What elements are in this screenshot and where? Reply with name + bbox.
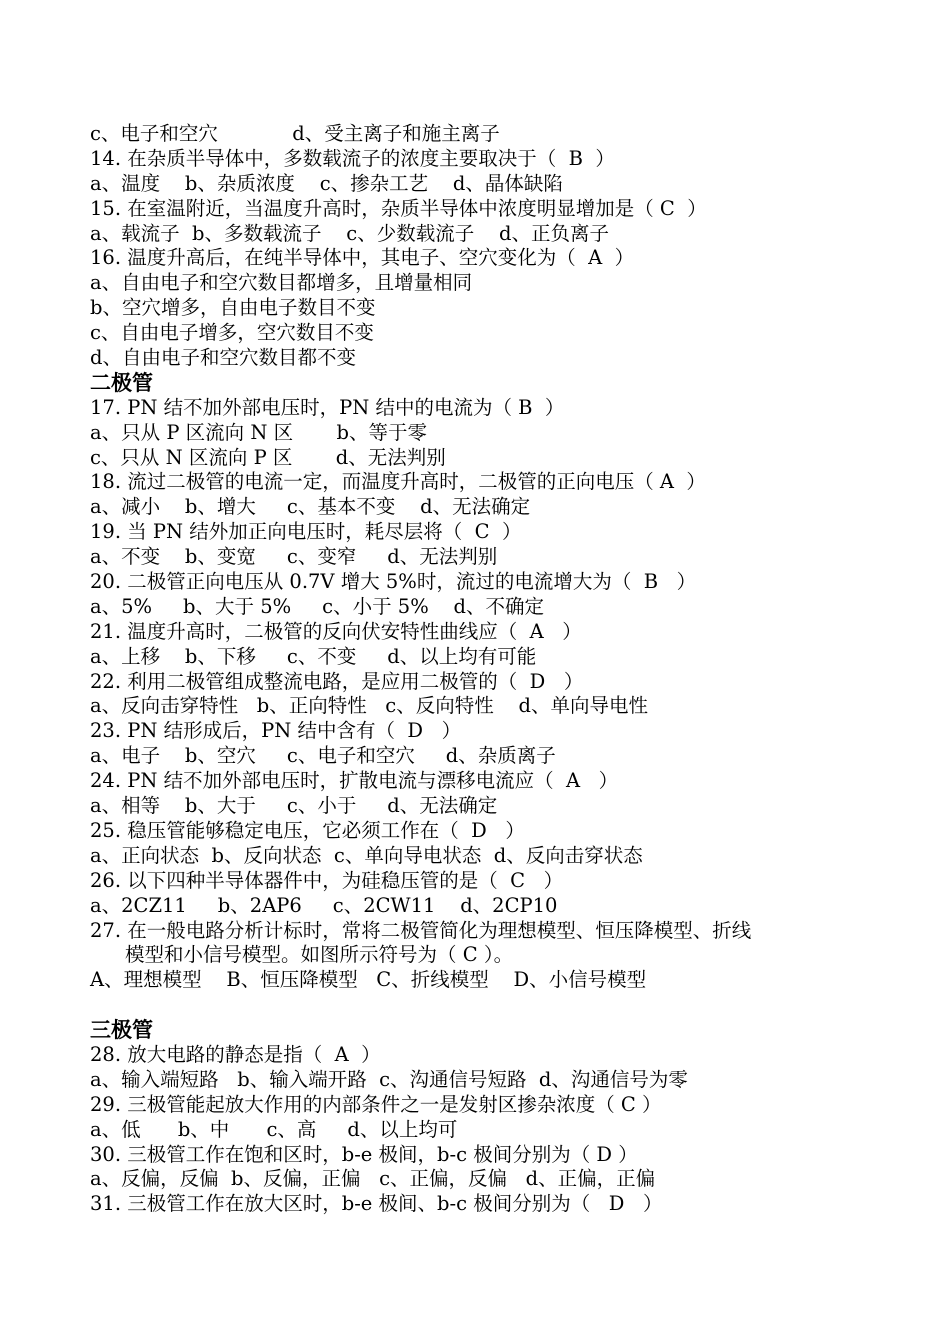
section-heading-transistor: 三极管: [90, 1018, 153, 1043]
options-15: a、载流子 b、多数载流子 c、少数载流子 d、正负离子: [90, 221, 609, 245]
question-21: 21. 温度升高时，二极管的反向伏安特性曲线应（ A ）: [90, 619, 582, 643]
question-30: 30. 三极管工作在饱和区时，b-e 极间，b-c 极间分别为（ D ）: [90, 1142, 638, 1166]
options-26: a、2CZ11 b、2AP6 c、2CW11 d、2CP10: [90, 893, 558, 917]
options-29: a、低 b、中 c、高 d、以上均可: [90, 1117, 458, 1141]
option-16-d: d、自由电子和空穴数目都不变: [90, 346, 356, 370]
options-28: a、输入端短路 b、输入端开路 c、沟通信号短路 d、沟通信号为零: [90, 1067, 688, 1091]
document-page: [90, 122, 890, 1217]
option-16-b: b、空穴增多，自由电子数目不变: [90, 296, 376, 320]
question-20: 20. 二极管正向电压从 0.7V 增大 5%时，流过的电流增大为（ B ）: [90, 570, 697, 594]
question-16: 16. 温度升高后，在纯半导体中，其电子、空穴变化为（ A ）: [90, 246, 635, 270]
options-17-cd: c、只从 N 区流向 P 区 d、无法判别: [90, 445, 446, 469]
question-18: 18. 流过二极管的电流一定，而温度升高时，二极管的正向电压（ A ）: [90, 470, 706, 494]
question-24: 24. PN 结不加外部电压时，扩散电流与漂移电流应（ A ）: [90, 769, 619, 793]
question-31: 31. 三极管工作在放大区时，b-e 极间、b-c 极间分别为（ D ）: [90, 1192, 663, 1216]
question-29: 29. 三极管能起放大作用的内部条件之一是发射区掺杂浓度（ C ）: [90, 1092, 662, 1116]
question-17: 17. PN 结不加外部电压时，PN 结中的电流为（ B ）: [90, 395, 565, 419]
blank-line: [90, 993, 890, 1018]
options-22: a、反向击穿特性 b、正向特性 c、反向特性 d、单向导电性: [90, 694, 648, 718]
question-27: 27. 在一般电路分析计标时，常将二极管简化为理想模型、恒压降模型、折线: [90, 918, 752, 942]
question-27-continued: 模型和小信号模型。如图所示符号为（ C ）。: [125, 943, 514, 967]
options-14: a、温度 b、杂质浓度 c、掺杂工艺 d、晶体缺陷: [90, 171, 563, 195]
options-27: A、理想模型 B、恒压降模型 C、折线模型 D、小信号模型: [90, 968, 647, 992]
options-18: a、减小 b、增大 c、基本不变 d、无法确定: [90, 495, 531, 519]
question-15: 15. 在室温附近，当温度升高时，杂质半导体中浓度明显增加是（ C ）: [90, 196, 707, 220]
options-25: a、正向状态 b、反向状态 c、单向导电状态 d、反向击穿状态: [90, 843, 643, 867]
options-23: a、电子 b、空穴 c、电子和空穴 d、杂质离子: [90, 744, 556, 768]
options-21: a、上移 b、下移 c、不变 d、以上均有可能: [90, 644, 537, 668]
question-14: 14. 在杂质半导体中，多数载流子的浓度主要取决于（ B ）: [90, 146, 615, 170]
options-30: a、反偏，反偏 b、反偏，正偏 c、正偏，反偏 d、正偏，正偏: [90, 1167, 656, 1191]
options-20: a、5% b、大于 5% c、小于 5% d、不确定: [90, 594, 544, 618]
question-26: 26. 以下四种半导体器件中，为硅稳压管的是（ C ）: [90, 868, 564, 892]
question-28: 28. 放大电路的静态是指（ A ）: [90, 1042, 381, 1066]
question-25: 25. 稳压管能够稳定电压，它必须工作在（ D ）: [90, 818, 525, 842]
option-16-c: c、自由电子增多，空穴数目不变: [90, 321, 374, 345]
question-19: 19. 当 PN 结外加正向电压时，耗尽层将（ C ）: [90, 520, 522, 544]
option-line-q13: c、电子和空穴 d、受主离子和施主离子: [90, 122, 500, 145]
option-16-a: a、自由电子和空穴数目都增多，且增量相同: [90, 271, 473, 295]
question-22: 22. 利用二极管组成整流电路，是应用二极管的（ D ）: [90, 669, 584, 693]
options-19: a、不变 b、变宽 c、变窄 d、无法判别: [90, 545, 498, 569]
section-heading-diode: 二极管: [90, 370, 153, 395]
options-24: a、相等 b、大于 c、小于 d、无法确定: [90, 794, 498, 818]
question-23: 23. PN 结形成后，PN 结中含有（ D ）: [90, 719, 462, 743]
options-17-ab: a、只从 P 区流向 N 区 b、等于零: [90, 420, 427, 444]
